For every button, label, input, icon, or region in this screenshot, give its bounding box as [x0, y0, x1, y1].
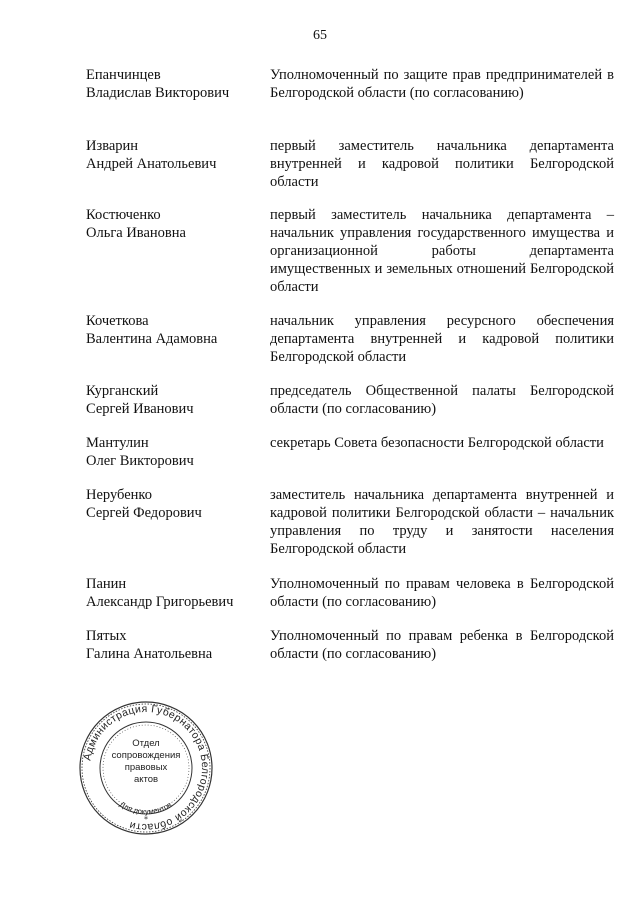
office-seal — [76, 698, 216, 838]
member-given-name: Андрей Анатольевич — [86, 156, 217, 172]
page-number: 65 — [313, 28, 327, 43]
member-position: заместитель начальника департамента внутренней и кадровой политики Белгородской области – начальник управления по труду и занятости населения Белгородской области — [270, 487, 614, 557]
member-given-name: Галина Анатольевна — [86, 646, 213, 662]
svg-text:*: * — [144, 815, 148, 824]
seal-bottom-text: Для документов — [118, 799, 174, 817]
member-name — [86, 627, 266, 663]
member-position: первый заместитель начальника департамента – начальник управления государственного имущества и организационной работы департамента имущественных и земельных отношений Белгородской области — [270, 207, 614, 295]
seal-line: правовых — [124, 762, 168, 773]
svg-text:Для документов — [118, 800, 173, 817]
member-surname: Панин — [86, 576, 127, 592]
member-given-name: Александр Григорьевич — [86, 594, 234, 610]
member-position: начальник управления ресурсного обеспечения департамента внутренней и кадровой политики Белгородской области — [270, 313, 614, 365]
member-position: Уполномоченный по правам человека в Белгородской области (по согласованию) — [270, 576, 614, 610]
member-name — [86, 66, 266, 102]
member-surname: Пятых — [86, 628, 127, 644]
member-position: секретарь Совета безопасности Белгородской области — [270, 435, 604, 451]
member-given-name: Сергей Иванович — [86, 401, 194, 417]
member-position: Уполномоченный по защите прав предпринимателей в Белгородской области (по согласованию) — [270, 67, 614, 101]
member-position: председатель Общественной палаты Белгородской области (по согласованию) — [270, 383, 614, 417]
member-surname: Костюченко — [86, 207, 161, 223]
seal-line: сопровождения — [111, 750, 181, 761]
seal-ring-text: Администрация Губернатора Белгородской области — [81, 702, 212, 834]
member-name — [86, 575, 266, 611]
member-name — [86, 486, 266, 522]
member-surname: Мантулин — [86, 435, 149, 451]
member-given-name: Владислав Викторович — [86, 85, 230, 101]
seal-line: Отдел — [132, 738, 160, 749]
seal-center-text — [76, 738, 216, 786]
member-name — [86, 137, 266, 173]
member-name — [86, 382, 266, 418]
member-surname: Нерубенко — [86, 487, 152, 503]
member-name — [86, 434, 266, 470]
member-name — [86, 312, 266, 348]
member-surname: Епанчинцев — [86, 67, 161, 83]
member-name — [86, 206, 266, 242]
member-surname: Курганский — [86, 383, 159, 399]
member-given-name: Валентина Адамовна — [86, 331, 218, 347]
member-surname: Изварин — [86, 138, 139, 154]
member-given-name: Ольга Ивановна — [86, 225, 186, 241]
member-given-name: Олег Викторович — [86, 453, 194, 469]
member-given-name: Сергей Федорович — [86, 505, 202, 521]
member-position: Уполномоченный по правам ребенка в Белгородской области (по согласованию) — [270, 628, 614, 662]
member-surname: Кочеткова — [86, 313, 149, 329]
member-position: первый заместитель начальника департамента внутренней и кадровой политики Белгородской области — [270, 138, 614, 190]
seal-line: актов — [133, 774, 159, 785]
